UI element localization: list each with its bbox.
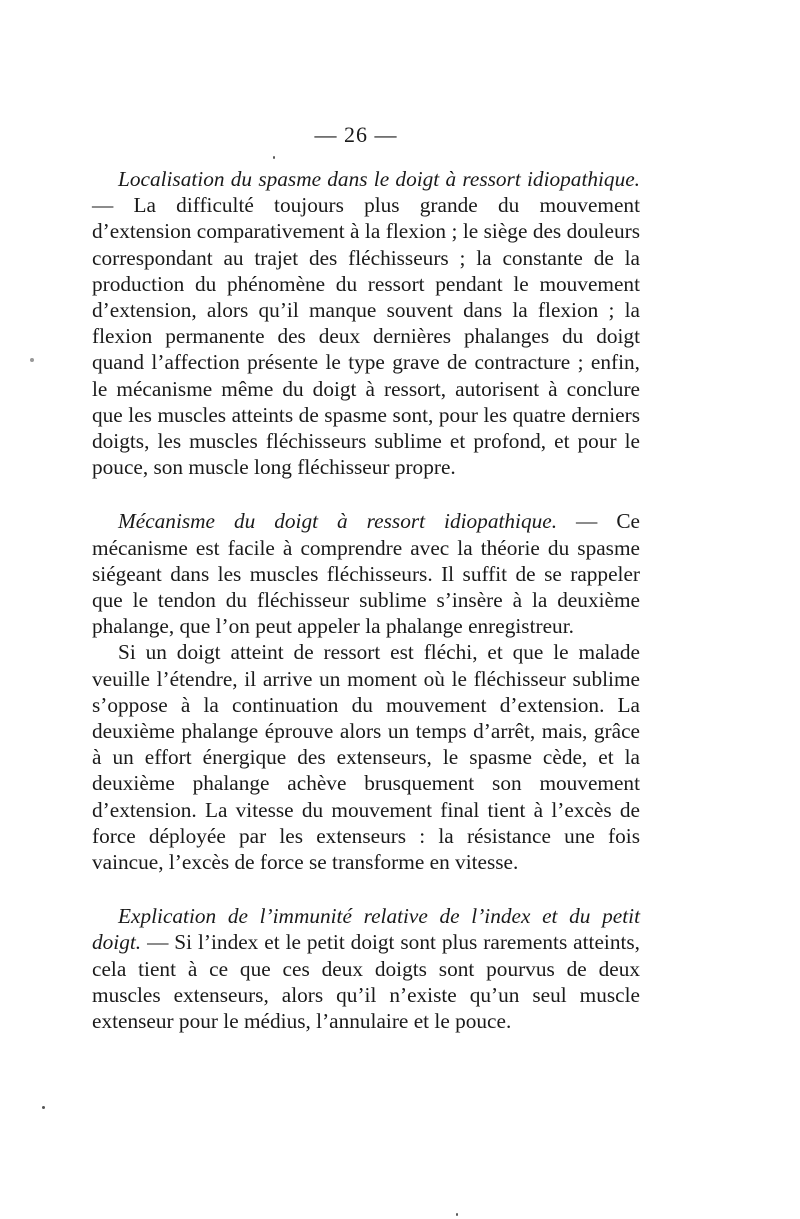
paragraph-text: — La difficulté toujours plus grande du mouvement d’extension comparativement à la flexion ; le siège des douleurs correspondant au trajet des fléchisseurs ; la constante de la production du phénomène du ressort pendant le mouvement d’extension, alors qu’il manque souvent dans la flexion ; la flexion permanente des deux dernières phalanges du doigt quand l’affection présente le type grave de contracture ; enfin, le mécanisme même du doigt à ressort, autorisent à conclure que les muscles atteints de spasme sont, pour les quatre derniers doigts, les muscles fléchisseurs sublime et profond, et pour le pouce, son muscle long fléchisseur propre.: [92, 193, 640, 480]
paragraph: [92, 639, 640, 875]
section-explication: [92, 903, 640, 1034]
paragraph: [92, 508, 640, 639]
page-number: — 26 —: [314, 122, 398, 147]
text-body: [92, 166, 640, 1034]
section-mecanisme: [92, 508, 640, 875]
paragraph-text: — Ce mécanisme est facile à comprendre avec la théorie du spasme siégeant dans les muscles fléchisseurs. Il suffit de se rappeler que le tendon du fléchisseur sublime s’insère à la deuxième phalange, que l’on peut appeler la phalange enregistreur.: [92, 509, 640, 639]
section-title: Localisation du spasme dans le doigt à ressort idiopathique.: [118, 167, 640, 191]
paragraph: [92, 903, 640, 1034]
ink-speck: [273, 156, 275, 159]
paragraph-text: Si un doigt atteint de ressort est fléchi, et que le malade veuille l’étendre, il arrive un moment où le fléchisseur sublime s’oppose à la continuation du mouvement d’extension. La deuxième phalange éprouve alors un temps d’arrêt, mais, grâce à un effort énergique des extenseurs, le spasme cède, et la deuxième phalange achève brusquement son mouvement d’extension. La vitesse du mouvement final tient à l’excès de force déployée par les extenseurs : la résistance une fois vaincue, l’excès de force se transforme en vitesse.: [92, 640, 640, 875]
section-title: Mécanisme du doigt à ressort idiopathique.: [118, 509, 558, 534]
paragraph: [92, 166, 640, 480]
ink-speck: [456, 1213, 458, 1216]
ink-speck: [30, 358, 34, 362]
section-title: Explication de l’immunité relative de l’index et du petit doigt.: [92, 904, 640, 955]
ink-speck: [42, 1106, 45, 1109]
section-localisation: [92, 166, 640, 480]
paragraph-text: — Si l’index et le petit doigt sont plus rarements atteints, cela tient à ce que ces deux doigts sont pourvus de deux muscles extenseurs, alors qu’il n’existe qu’un seul muscle extenseur pour le médius, l’annulaire et le pouce.: [92, 930, 641, 1034]
